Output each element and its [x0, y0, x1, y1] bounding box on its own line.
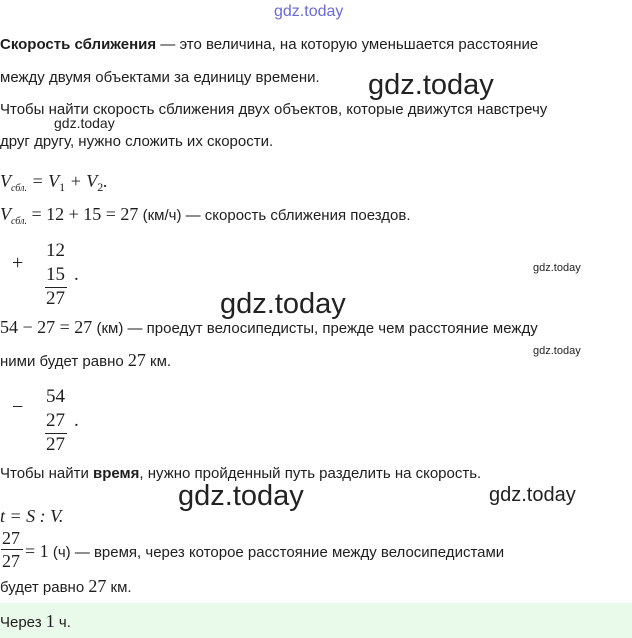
column-add-sign: + [12, 252, 24, 274]
answer-text: Через 1 ч. [0, 611, 71, 631]
fraction-denominator: 27 [2, 551, 20, 571]
answer-bar [0, 603, 632, 638]
time-result-line-1: = 1 (ч) — время, через которое расстояние между велосипедистами [25, 541, 505, 561]
column-sub-sign: − [12, 396, 24, 418]
distance-line-1: 54 − 27 = 27 (км) — проедут велосипедисты, прежде чем расстояние между [0, 317, 538, 337]
watermark-large-3: gdz.today [178, 480, 304, 512]
distance-line-2: ними будет равно 27 км. [0, 350, 172, 370]
watermark-top: gdz.today [274, 3, 344, 20]
column-add-operand-2: 15 [46, 264, 65, 285]
definition-line-1 [0, 36, 538, 54]
fraction-numerator: 27 [2, 528, 20, 548]
definition-line-2: между двумя объектами за единицу времени. [0, 69, 320, 86]
column-sub-operand-2: 27 [46, 410, 65, 431]
watermark-tiny-1: gdz.today [533, 262, 581, 274]
formula-approach-speed: $V_{сбл.} = V_1 + V_2$. [0, 171, 108, 194]
watermark-medium: gdz.today [489, 484, 576, 506]
column-add-result: 27 [46, 288, 65, 309]
rule-line-1: Чтобы найти скорость сближения двух объектов, которые движутся навстречу [0, 101, 548, 118]
column-sub-dot: . [74, 410, 79, 431]
column-add-dot: . [74, 264, 79, 285]
watermark-large-1: gdz.today [368, 69, 494, 101]
fraction-bar [1, 549, 23, 550]
watermark-tiny-2: gdz.today [533, 345, 581, 357]
rule-line-2: друг другу, нужно сложить их скорости. [0, 133, 274, 150]
formula-time: t = S : V. [0, 506, 64, 526]
watermark-small-1: gdz.today [54, 115, 115, 131]
watermark-large-2: gdz.today [220, 288, 346, 320]
definition-term: Скорость сближения [0, 36, 157, 53]
definition-rest: — это величина, на которую уменьшается расстояние [156, 36, 539, 53]
column-sub-result: 27 [46, 434, 65, 455]
formula-approach-speed-value: $V_{сбл.} = 12 + 15 = 27$ (км/ч) — скорость сближения поездов. [0, 204, 411, 227]
time-rule: Чтобы найти время, нужно пройденный путь разделить на скорость. [0, 465, 482, 482]
time-result-line-2: будет равно 27 км. [0, 576, 132, 596]
column-sub-operand-1: 54 [46, 386, 65, 407]
column-add-operand-1: 12 [46, 240, 65, 261]
